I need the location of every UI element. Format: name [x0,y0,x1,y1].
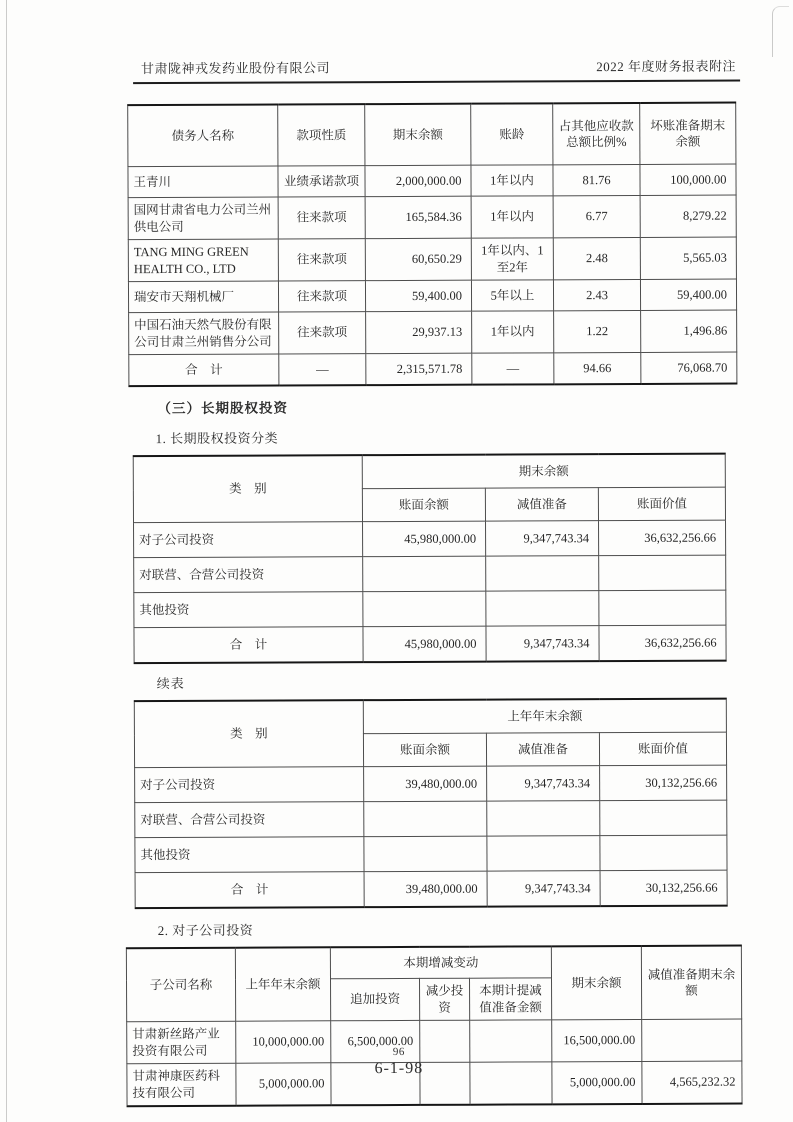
table-total-row [134,625,726,663]
book-value-cell [599,555,726,591]
book-balance-cell: 45,980,000.00 [363,521,486,557]
aging-cell: 1年以内 [471,196,553,238]
table-row [129,310,737,355]
lti-current-table [133,453,727,665]
subsidiary-name-cell: 甘肃新丝路产业投资有限公司 [127,1021,236,1063]
col-header-impairment-accrued: 本期计提减值准备金额 [469,978,551,1020]
debtor-name-cell: 中国石油天然气股份有限公司甘肃兰州销售分公司 [129,312,279,355]
category-cell: 对联营、合营公司投资 [134,557,363,593]
percent-cell: 2.48 [553,237,640,279]
bad-debt-cell: 5,565.03 [640,237,736,279]
aging-cell: 1年以内 [471,165,553,196]
group-header-prior-balance: 上年年末余额 [363,699,726,734]
col-header-aging: 账龄 [471,103,553,165]
aging-cell: 1年以内、1至2年 [471,238,553,280]
prior-balance-cell: 10,000,000.00 [236,1021,331,1063]
book-value-cell [600,800,727,836]
book-balance-cell [364,836,487,872]
nature-cell: 业绩承诺款项 [278,166,365,197]
company-name: 甘肃陇神戎发药业股份有限公司 [140,60,331,77]
nature-cell: 往来款项 [279,312,366,354]
category-cell: 其他投资 [135,837,364,873]
bad-debt-cell: 59,400.00 [640,279,736,310]
total-ending-balance-cell: 2,315,571.78 [366,353,472,385]
total-impairment-cell: 9,347,743.34 [486,626,599,662]
other-receivables-table [127,102,737,388]
book-balance-cell [363,556,486,592]
col-header-prior-balance: 上年年末余额 [235,947,330,1021]
total-nature-cell: — [279,354,366,386]
aging-cell: 5年以上 [471,280,553,311]
additional-investment-cell: 6,500,000.00 [331,1020,420,1062]
category-cell: 对联营、合营公司投资 [135,802,364,838]
col-header-reduced-investment: 减少投资 [420,978,470,1020]
ending-balance-cell: 165,584.36 [365,196,471,238]
debtor-name-cell: 王青川 [128,166,278,198]
col-header-category: 类 别 [133,455,362,522]
table-row [134,590,726,628]
lti-prior-table [134,698,728,910]
impairment-cell: 9,347,743.34 [487,766,600,801]
total-label-cell: 合 计 [129,354,279,386]
table-header-row [128,103,736,167]
book-value-cell [600,835,727,871]
debtor-name-cell: 国网甘肃省电力公司兰州供电公司 [128,197,278,240]
book-value-cell: 36,632,256.66 [599,520,726,556]
table-row [135,800,727,838]
impairment-cell [487,801,600,836]
col-header-additional-investment: 追加投资 [331,978,420,1020]
table-header-row [134,699,726,735]
subsection-heading-classification: 1. 长期股权投资分类 [155,430,279,447]
total-aging-cell: — [472,353,554,385]
book-value-cell [599,590,726,626]
table-total-row [129,352,737,386]
document-header [133,56,740,85]
col-header-nature: 款项性质 [278,104,365,166]
table-row [135,835,727,873]
total-label-cell: 合 计 [135,872,364,908]
percent-cell: 1.22 [554,310,641,352]
bad-debt-cell: 100,000.00 [640,164,736,195]
table-row [128,164,736,198]
col-header-impairment: 减值准备 [485,488,598,521]
bad-debt-cell: 1,496.86 [641,310,737,352]
percent-cell: 2.43 [553,279,640,310]
impairment-cell: 9,347,743.34 [486,521,599,556]
col-header-book-balance: 账面余额 [362,488,485,522]
col-header-book-value: 账面价值 [598,487,725,521]
prior-balance-cell: 5,000,000.00 [236,1063,331,1106]
col-header-category: 类 别 [134,700,363,767]
book-balance-cell [364,801,487,837]
subsidiary-name-cell: 甘肃神康医药科技有限公司 [127,1063,236,1106]
category-cell: 对子公司投资 [135,767,364,803]
ending-balance-cell: 60,650.29 [365,238,471,280]
impairment-cell [486,556,599,591]
col-header-debtor: 债务人名称 [128,105,278,167]
percent-cell: 6.77 [553,195,640,237]
col-header-subsidiary-name: 子公司名称 [126,948,235,1022]
ending-balance-cell: 16,500,000.00 [552,1019,642,1061]
ending-balance-cell: 29,937.13 [366,311,472,353]
debtor-name-cell: 瑞安市天翔机械厂 [128,281,278,313]
table-total-row [135,870,727,908]
aging-cell: 1年以内 [472,311,554,353]
section-heading-long-term-equity: （三）长期股权投资 [157,400,289,417]
book-balance-cell [363,591,486,627]
table-header-row [133,454,725,490]
ending-balance-cell: 5,000,000.00 [552,1061,642,1104]
subsection-heading-subsidiaries: 2. 对子公司投资 [157,922,254,939]
page-number: 96 [392,1045,405,1059]
debtor-name-cell: TANG MING GREEN HEALTH CO., LTD [128,239,278,282]
table-row [134,555,726,593]
group-header-ending-balance: 期末余额 [362,454,725,489]
col-header-ending-balance: 期末余额 [551,946,641,1020]
category-cell: 其他投资 [134,592,363,628]
book-balance-cell: 39,480,000.00 [364,766,487,802]
book-value-cell: 30,132,256.66 [600,765,727,801]
table-header-row [126,946,741,980]
total-bad-debt-cell: 76,068.70 [641,352,737,384]
col-header-bad-debt: 坏账准备期末余额 [640,103,736,165]
nature-cell: 往来款项 [278,239,365,281]
impairment-ending-cell: 4,565,232.32 [642,1061,742,1104]
table-row [134,520,726,558]
total-percent-cell: 94.66 [554,352,641,384]
report-note-title: 2022 年度财务报表附注 [596,58,737,75]
ending-balance-cell: 2,000,000.00 [365,165,471,196]
col-header-impairment: 减值准备 [486,733,599,766]
continued-table-label: 续表 [156,675,185,692]
col-header-percent: 占其他应收款总额比例% [553,103,640,165]
total-impairment-cell: 9,347,743.34 [487,871,600,907]
ending-balance-cell: 59,400.00 [365,280,471,311]
col-header-book-value: 账面价值 [599,732,726,766]
impairment-cell [486,591,599,626]
col-header-impairment-ending: 减值准备期末余额 [641,946,741,1020]
table-row [135,765,727,803]
impairment-cell [487,836,600,871]
table-row [128,195,736,240]
bad-debt-cell: 8,279.22 [640,195,736,237]
table-row [128,279,736,313]
col-header-book-balance: 账面余额 [363,733,486,767]
total-book-value-cell: 30,132,256.66 [600,870,727,906]
category-cell: 对子公司投资 [134,522,363,558]
nature-cell: 往来款项 [278,197,365,239]
document-code: 6-1-98 [374,1059,424,1078]
percent-cell: 81.76 [553,164,640,195]
group-header-period-changes: 本期增减变动 [330,946,551,978]
subsidiary-investment-table [126,945,743,1108]
total-book-balance-cell: 39,480,000.00 [364,871,487,907]
col-header-ending-balance: 期末余额 [365,104,471,166]
total-label-cell: 合 计 [134,627,363,663]
total-book-value-cell: 36,632,256.66 [599,625,726,661]
table-row [128,237,736,282]
nature-cell: 往来款项 [278,281,365,312]
total-book-balance-cell: 45,980,000.00 [363,626,486,662]
